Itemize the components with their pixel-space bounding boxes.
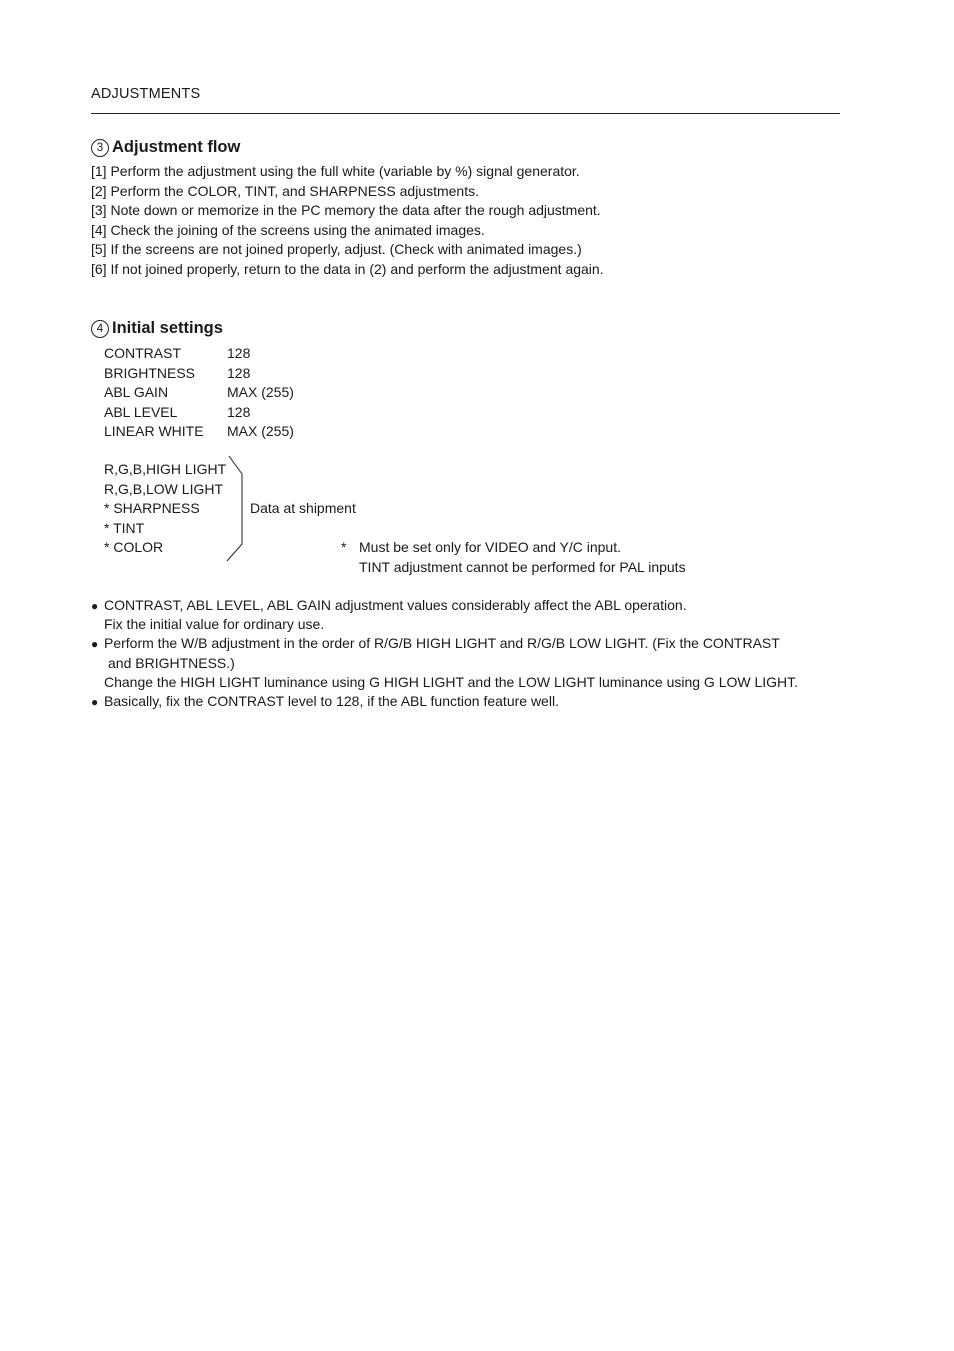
setting-value: MAX (255) — [227, 384, 294, 400]
setting-label: LINEAR WHITE — [104, 423, 204, 439]
note-asterisk: * — [341, 539, 347, 555]
section-4-heading — [91, 319, 223, 338]
setting-label: ABL LEVEL — [104, 403, 178, 420]
bullet-continuation: Change the HIGH LIGHT luminance using G HIGH LIGHT and the LOW LIGHT luminance using G LOW LIGHT. — [104, 673, 799, 690]
setting-row — [104, 403, 294, 423]
section-3-title: Adjustment flow — [112, 138, 241, 156]
setting-label: CONTRAST — [104, 345, 181, 361]
page-header: ADJUSTMENTS — [91, 86, 201, 102]
bullet-dot-icon: ● — [91, 599, 99, 613]
setting-value: 128 — [227, 345, 251, 361]
bullet-continuation: Fix the initial value for ordinary use. — [104, 616, 325, 633]
flow-step-5: [5] If the screens are not joined properly, adjust. (Check with animated images.) — [91, 241, 582, 257]
shipment-label: Data at shipment — [250, 500, 356, 516]
bullet-dot-icon: ● — [91, 637, 99, 652]
shipment-item: * TINT — [104, 519, 145, 536]
shipment-item: * COLOR — [104, 539, 164, 555]
section-3-number: 3 — [91, 139, 109, 157]
header-rule — [91, 113, 840, 114]
notes-bullets — [91, 596, 798, 711]
setting-value: MAX (255) — [227, 423, 294, 439]
section-4-title: Initial settings — [112, 319, 223, 337]
bullet-item: ● Basically, fix the CONTRAST level to 128, if the ABL function feature well. — [91, 692, 798, 711]
section-4-number: 4 — [91, 320, 109, 338]
setting-row — [104, 364, 294, 384]
shipment-item: * SHARPNESS — [104, 500, 200, 516]
setting-value: 128 — [227, 403, 251, 420]
bullet-dot-icon: ● — [91, 694, 99, 709]
flow-step-4: [4] Check the joining of the screens using the animated images. — [91, 221, 485, 238]
bullet-item: ● CONTRAST, ABL LEVEL, ABL GAIN adjustment values considerably affect the ABL operation. — [91, 596, 798, 615]
shipment-bracket — [226, 454, 246, 564]
setting-row — [104, 344, 294, 364]
flow-step-2: [2] Perform the COLOR, TINT, and SHARPNESS adjustments. — [91, 182, 479, 199]
bullet-continuation: and BRIGHTNESS.) — [108, 654, 235, 671]
setting-row — [104, 422, 294, 442]
setting-row — [104, 383, 294, 403]
flow-step-1: [1] Perform the adjustment using the full white (variable by %) signal generator. — [91, 163, 580, 179]
note-line-2: TINT adjustment cannot be performed for PAL inputs — [359, 558, 686, 575]
setting-label: ABL GAIN — [104, 384, 169, 400]
flow-step-3: [3] Note down or memorize in the PC memory the data after the rough adjustment. — [91, 202, 601, 218]
initial-settings-table — [104, 344, 294, 442]
setting-label: BRIGHTNESS — [104, 364, 196, 381]
shipment-item: R,G,B,LOW LIGHT — [104, 480, 224, 497]
shipment-items-list — [104, 460, 226, 558]
bullet-item: ● Perform the W/B adjustment in the order of R/G/B HIGH LIGHT and R/G/B LOW LIGHT. (Fix the CONTRAST — [91, 634, 798, 653]
adjustment-flow-list — [91, 162, 604, 279]
setting-value: 128 — [227, 364, 251, 381]
shipment-item: R,G,B,HIGH LIGHT — [104, 461, 227, 477]
flow-step-6: [6] If not joined properly, return to the data in (2) and perform the adjustment again. — [91, 260, 604, 277]
section-3-heading — [91, 138, 240, 157]
note-line-1: Must be set only for VIDEO and Y/C input. — [359, 539, 621, 555]
shipment-note — [341, 538, 686, 577]
